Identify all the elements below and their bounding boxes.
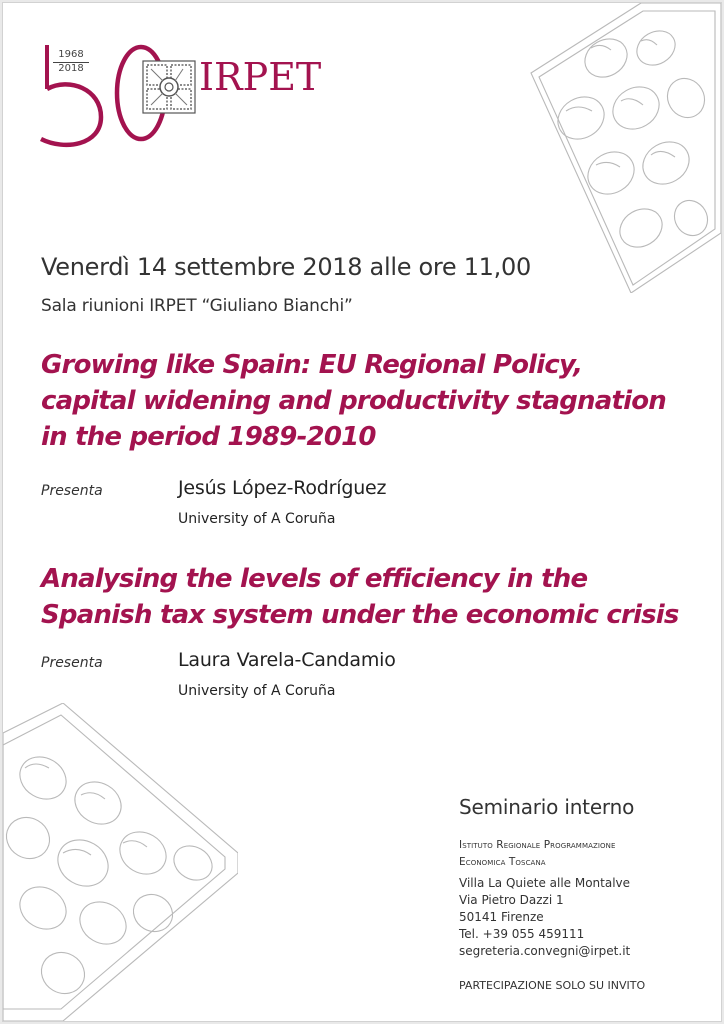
irpet-50-logo xyxy=(39,41,339,151)
talk-2-affiliation: University of A Coruña xyxy=(178,683,336,699)
email-link[interactable]: segreteria.convegni@irpet.it xyxy=(459,944,631,958)
org-name-line-2: Economica Toscana xyxy=(459,856,546,868)
talk-1-title-line: Growing like Spain: EU Regional Policy, xyxy=(41,350,583,380)
logo-irpet-text: IRPET xyxy=(199,55,322,99)
talk-1-presenta-label: Presenta xyxy=(41,483,103,499)
talk-2-title xyxy=(41,561,711,633)
event-venue: Sala riunioni IRPET “Giuliano Bianchi” xyxy=(41,296,353,316)
decorative-pattern-bottom-left xyxy=(3,703,238,1021)
talk-1-title-line: capital widening and productivity stagnation xyxy=(41,386,666,416)
address-line: Via Pietro Dazzi 1 xyxy=(459,893,564,907)
talk-1-title xyxy=(41,347,701,455)
talk-1-speaker: Jesús López-Rodríguez xyxy=(178,477,387,499)
org-name-line-1: Istituto Regionale Programmazione xyxy=(459,839,616,851)
org-address xyxy=(459,875,630,960)
logo-years xyxy=(53,49,89,75)
logo-year-end: 2018 xyxy=(58,63,84,74)
address-line: Villa La Quiete alle Montalve xyxy=(459,876,631,890)
invitation-page xyxy=(2,2,722,1022)
event-date: Venerdì 14 settembre 2018 alle ore 11,00 xyxy=(41,253,531,281)
talk-1-title-line: in the period 1989-2010 xyxy=(41,422,376,452)
phone-line: Tel. +39 055 459111 xyxy=(459,927,585,941)
decorative-pattern-top-right xyxy=(491,3,721,293)
invite-only-note: PARTECIPAZIONE SOLO SU INVITO xyxy=(459,979,646,992)
seminar-type: Seminario interno xyxy=(459,795,635,819)
talk-2-presenta-label: Presenta xyxy=(41,655,103,671)
logo-year-start: 1968 xyxy=(53,49,89,63)
talk-2-title-line: Spanish tax system under the economic crisis xyxy=(41,600,679,630)
talk-1-affiliation: University of A Coruña xyxy=(178,511,336,527)
address-line: 50141 Firenze xyxy=(459,910,544,924)
org-full-name xyxy=(459,837,616,871)
talk-2-speaker: Laura Varela-Candamio xyxy=(178,649,396,671)
talk-2-title-line: Analysing the levels of efficiency in the xyxy=(41,564,588,594)
